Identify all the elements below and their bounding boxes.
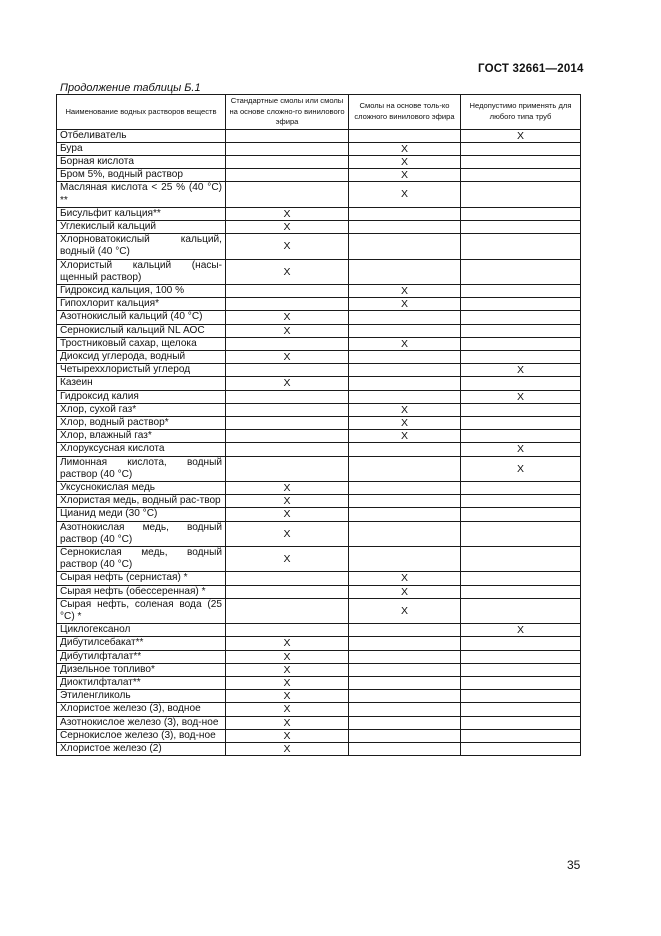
standard-resin-mark-cell bbox=[226, 456, 349, 481]
not-permitted-mark-cell bbox=[461, 585, 581, 598]
not-permitted-mark-cell bbox=[461, 703, 581, 716]
substance-name-cell: Отбеливатель bbox=[57, 129, 226, 142]
standard-resin-mark-cell bbox=[226, 572, 349, 585]
substance-name-cell: Бура bbox=[57, 142, 226, 155]
vinyl-ester-mark-cell bbox=[349, 663, 461, 676]
standard-resin-mark-cell bbox=[226, 337, 349, 350]
standard-resin-mark-cell: X bbox=[226, 743, 349, 756]
vinyl-ester-mark-cell bbox=[349, 677, 461, 690]
table-row bbox=[57, 403, 581, 416]
not-permitted-mark-cell: X bbox=[461, 456, 581, 481]
vinyl-ester-mark-cell bbox=[349, 234, 461, 259]
substance-name-cell: Уксуснокислая медь bbox=[57, 481, 226, 494]
table-row bbox=[57, 508, 581, 521]
vinyl-ester-mark-cell bbox=[349, 495, 461, 508]
not-permitted-mark-cell bbox=[461, 416, 581, 429]
vinyl-ester-mark-cell bbox=[349, 650, 461, 663]
standard-resin-mark-cell: X bbox=[226, 220, 349, 233]
not-permitted-mark-cell: X bbox=[461, 624, 581, 637]
substance-name-cell: Сернокислый кальций NL АОС bbox=[57, 324, 226, 337]
standard-resin-mark-cell bbox=[226, 585, 349, 598]
vinyl-ester-mark-cell: X bbox=[349, 585, 461, 598]
table-row bbox=[57, 663, 581, 676]
table-row bbox=[57, 220, 581, 233]
standard-resin-mark-cell: X bbox=[226, 547, 349, 572]
table-row bbox=[57, 650, 581, 663]
standard-resin-mark-cell bbox=[226, 155, 349, 168]
table-row bbox=[57, 495, 581, 508]
table-row bbox=[57, 690, 581, 703]
not-permitted-mark-cell: X bbox=[461, 443, 581, 456]
substance-name-cell: Хлористое железо (3), водное bbox=[57, 703, 226, 716]
table-row bbox=[57, 284, 581, 297]
substance-name-cell: Дизельное топливо* bbox=[57, 663, 226, 676]
substance-name-cell: Тростниковый сахар, щелока bbox=[57, 337, 226, 350]
not-permitted-mark-cell bbox=[461, 377, 581, 390]
standard-resin-mark-cell bbox=[226, 129, 349, 142]
standard-number: ГОСТ 32661—2014 bbox=[478, 63, 584, 75]
table-header-row bbox=[57, 95, 581, 130]
not-permitted-mark-cell bbox=[461, 521, 581, 546]
vinyl-ester-mark-cell bbox=[349, 364, 461, 377]
table-row bbox=[57, 677, 581, 690]
substance-name-cell: Хлор, влажный газ* bbox=[57, 430, 226, 443]
table-row bbox=[57, 324, 581, 337]
standard-resin-mark-cell: X bbox=[226, 311, 349, 324]
vinyl-ester-mark-cell: X bbox=[349, 298, 461, 311]
standard-resin-mark-cell bbox=[226, 430, 349, 443]
standard-resin-mark-cell: X bbox=[226, 703, 349, 716]
substance-name-cell: Азотнокислое железо (3), вод-ное bbox=[57, 716, 226, 729]
standard-resin-mark-cell: X bbox=[226, 650, 349, 663]
table-row bbox=[57, 598, 581, 623]
table-row bbox=[57, 142, 581, 155]
substance-name-cell: Циклогексанол bbox=[57, 624, 226, 637]
not-permitted-mark-cell bbox=[461, 350, 581, 363]
table-row bbox=[57, 547, 581, 572]
vinyl-ester-mark-cell bbox=[349, 129, 461, 142]
substance-name-cell: Этиленгликоль bbox=[57, 690, 226, 703]
table-row bbox=[57, 364, 581, 377]
substance-name-cell: Азотнокислая медь, водный раствор (40 °С) bbox=[57, 521, 226, 546]
not-permitted-mark-cell: X bbox=[461, 364, 581, 377]
vinyl-ester-mark-cell bbox=[349, 624, 461, 637]
substance-name-cell: Хлористый кальций (насы-щенный раствор) bbox=[57, 259, 226, 284]
table-body bbox=[57, 129, 581, 756]
table-row bbox=[57, 234, 581, 259]
vinyl-ester-mark-cell: X bbox=[349, 337, 461, 350]
standard-resin-mark-cell bbox=[226, 142, 349, 155]
standard-resin-mark-cell bbox=[226, 364, 349, 377]
vinyl-ester-mark-cell bbox=[349, 220, 461, 233]
page-number: 35 bbox=[567, 858, 581, 872]
vinyl-ester-mark-cell: X bbox=[349, 403, 461, 416]
standard-resin-mark-cell bbox=[226, 390, 349, 403]
substance-name-cell: Борная кислота bbox=[57, 155, 226, 168]
standard-resin-mark-cell: X bbox=[226, 729, 349, 742]
vinyl-ester-mark-cell bbox=[349, 443, 461, 456]
vinyl-ester-mark-cell bbox=[349, 690, 461, 703]
not-permitted-mark-cell bbox=[461, 743, 581, 756]
substance-name-cell: Дибутилсебакат** bbox=[57, 637, 226, 650]
vinyl-ester-mark-cell: X bbox=[349, 416, 461, 429]
not-permitted-mark-cell bbox=[461, 677, 581, 690]
not-permitted-mark-cell bbox=[461, 324, 581, 337]
substance-name-cell: Хлорноватокислый кальций, водный (40 °С) bbox=[57, 234, 226, 259]
table-row bbox=[57, 182, 581, 207]
standard-resin-mark-cell: X bbox=[226, 481, 349, 494]
substance-name-cell: Цианид меди (30 °С) bbox=[57, 508, 226, 521]
table-row bbox=[57, 377, 581, 390]
substance-name-cell: Углекислый кальций bbox=[57, 220, 226, 233]
standard-resin-mark-cell: X bbox=[226, 677, 349, 690]
not-permitted-mark-cell bbox=[461, 259, 581, 284]
not-permitted-mark-cell bbox=[461, 337, 581, 350]
not-permitted-mark-cell bbox=[461, 663, 581, 676]
vinyl-ester-mark-cell: X bbox=[349, 155, 461, 168]
table-row bbox=[57, 416, 581, 429]
not-permitted-mark-cell bbox=[461, 481, 581, 494]
substance-name-cell: Сырая нефть, соленая вода (25 °С) * bbox=[57, 598, 226, 623]
substance-name-cell: Азотнокислый кальций (40 °С) bbox=[57, 311, 226, 324]
standard-resin-mark-cell: X bbox=[226, 521, 349, 546]
not-permitted-mark-cell bbox=[461, 508, 581, 521]
table-row bbox=[57, 207, 581, 220]
not-permitted-mark-cell bbox=[461, 690, 581, 703]
standard-resin-mark-cell: X bbox=[226, 495, 349, 508]
not-permitted-mark-cell bbox=[461, 729, 581, 742]
not-permitted-mark-cell bbox=[461, 298, 581, 311]
substance-name-cell: Гипохлорит кальция* bbox=[57, 298, 226, 311]
standard-resin-mark-cell bbox=[226, 169, 349, 182]
not-permitted-mark-cell: X bbox=[461, 129, 581, 142]
vinyl-ester-mark-cell: X bbox=[349, 430, 461, 443]
not-permitted-mark-cell bbox=[461, 572, 581, 585]
substance-name-cell: Сернокислая медь, водный раствор (40 °С) bbox=[57, 547, 226, 572]
standard-resin-mark-cell bbox=[226, 624, 349, 637]
table-row bbox=[57, 456, 581, 481]
column-header-vinyl-ester-resins: Смолы на основе толь-ко сложного винилового эфира bbox=[349, 95, 461, 130]
table-row bbox=[57, 521, 581, 546]
not-permitted-mark-cell bbox=[461, 311, 581, 324]
not-permitted-mark-cell bbox=[461, 430, 581, 443]
substance-name-cell: Гидроксид калия bbox=[57, 390, 226, 403]
vinyl-ester-mark-cell: X bbox=[349, 169, 461, 182]
column-header-standard-resins: Стандартные смолы или смолы на основе сложно-го винилового эфира bbox=[226, 95, 349, 130]
not-permitted-mark-cell bbox=[461, 169, 581, 182]
vinyl-ester-mark-cell bbox=[349, 350, 461, 363]
standard-resin-mark-cell: X bbox=[226, 508, 349, 521]
vinyl-ester-mark-cell bbox=[349, 716, 461, 729]
standard-resin-mark-cell bbox=[226, 416, 349, 429]
standard-resin-mark-cell: X bbox=[226, 324, 349, 337]
not-permitted-mark-cell bbox=[461, 716, 581, 729]
table-row bbox=[57, 311, 581, 324]
table-row bbox=[57, 481, 581, 494]
vinyl-ester-mark-cell: X bbox=[349, 182, 461, 207]
table-row bbox=[57, 169, 581, 182]
standard-resin-mark-cell: X bbox=[226, 716, 349, 729]
substance-name-cell: Хлоруксусная кислота bbox=[57, 443, 226, 456]
vinyl-ester-mark-cell bbox=[349, 637, 461, 650]
table-row bbox=[57, 703, 581, 716]
substance-name-cell: Хлористое железо (2) bbox=[57, 743, 226, 756]
standard-resin-mark-cell: X bbox=[226, 350, 349, 363]
table-row bbox=[57, 259, 581, 284]
vinyl-ester-mark-cell: X bbox=[349, 598, 461, 623]
not-permitted-mark-cell bbox=[461, 547, 581, 572]
substance-name-cell: Бисульфит кальция** bbox=[57, 207, 226, 220]
table-row bbox=[57, 637, 581, 650]
not-permitted-mark-cell bbox=[461, 403, 581, 416]
not-permitted-mark-cell bbox=[461, 284, 581, 297]
chemical-resistance-table bbox=[56, 94, 581, 756]
vinyl-ester-mark-cell bbox=[349, 324, 461, 337]
substance-name-cell: Хлористая медь, водный рас-твор bbox=[57, 495, 226, 508]
standard-resin-mark-cell bbox=[226, 182, 349, 207]
substance-name-cell: Гидроксид кальция, 100 % bbox=[57, 284, 226, 297]
standard-resin-mark-cell: X bbox=[226, 259, 349, 284]
not-permitted-mark-cell bbox=[461, 155, 581, 168]
vinyl-ester-mark-cell bbox=[349, 729, 461, 742]
table-row bbox=[57, 624, 581, 637]
standard-resin-mark-cell: X bbox=[226, 637, 349, 650]
table-caption: Продолжение таблицы Б.1 bbox=[60, 82, 201, 94]
not-permitted-mark-cell bbox=[461, 650, 581, 663]
not-permitted-mark-cell bbox=[461, 637, 581, 650]
vinyl-ester-mark-cell bbox=[349, 743, 461, 756]
standard-resin-mark-cell bbox=[226, 443, 349, 456]
table-row bbox=[57, 298, 581, 311]
table-row bbox=[57, 443, 581, 456]
substance-name-cell: Хлор, сухой газ* bbox=[57, 403, 226, 416]
table-row bbox=[57, 390, 581, 403]
vinyl-ester-mark-cell bbox=[349, 259, 461, 284]
standard-resin-mark-cell: X bbox=[226, 377, 349, 390]
vinyl-ester-mark-cell bbox=[349, 311, 461, 324]
table-row bbox=[57, 743, 581, 756]
vinyl-ester-mark-cell bbox=[349, 481, 461, 494]
not-permitted-mark-cell bbox=[461, 495, 581, 508]
not-permitted-mark-cell bbox=[461, 182, 581, 207]
substance-name-cell: Четыреххлористый углерод bbox=[57, 364, 226, 377]
not-permitted-mark-cell bbox=[461, 220, 581, 233]
vinyl-ester-mark-cell bbox=[349, 377, 461, 390]
substance-name-cell: Хлор, водный раствор* bbox=[57, 416, 226, 429]
substance-name-cell: Сернокислое железо (3), вод-ное bbox=[57, 729, 226, 742]
substance-name-cell: Лимонная кислота, водный раствор (40 °С) bbox=[57, 456, 226, 481]
vinyl-ester-mark-cell bbox=[349, 521, 461, 546]
table-row bbox=[57, 572, 581, 585]
not-permitted-mark-cell bbox=[461, 207, 581, 220]
standard-resin-mark-cell: X bbox=[226, 234, 349, 259]
substance-name-cell: Диоктилфталат** bbox=[57, 677, 226, 690]
table-row bbox=[57, 350, 581, 363]
standard-resin-mark-cell bbox=[226, 403, 349, 416]
vinyl-ester-mark-cell bbox=[349, 456, 461, 481]
vinyl-ester-mark-cell bbox=[349, 207, 461, 220]
vinyl-ester-mark-cell bbox=[349, 390, 461, 403]
standard-resin-mark-cell bbox=[226, 298, 349, 311]
vinyl-ester-mark-cell: X bbox=[349, 142, 461, 155]
table-row bbox=[57, 155, 581, 168]
table-row bbox=[57, 729, 581, 742]
vinyl-ester-mark-cell: X bbox=[349, 572, 461, 585]
substance-name-cell: Бром 5%, водный раствор bbox=[57, 169, 226, 182]
substance-name-cell: Масляная кислота < 25 % (40 °С) ** bbox=[57, 182, 226, 207]
not-permitted-mark-cell bbox=[461, 598, 581, 623]
table-row bbox=[57, 337, 581, 350]
not-permitted-mark-cell bbox=[461, 234, 581, 259]
vinyl-ester-mark-cell bbox=[349, 703, 461, 716]
vinyl-ester-mark-cell: X bbox=[349, 284, 461, 297]
table-row bbox=[57, 430, 581, 443]
standard-resin-mark-cell bbox=[226, 284, 349, 297]
column-header-substance: Наименование водных растворов веществ bbox=[57, 95, 226, 130]
substance-name-cell: Диоксид углерода, водный bbox=[57, 350, 226, 363]
substance-name-cell: Казеин bbox=[57, 377, 226, 390]
not-permitted-mark-cell bbox=[461, 142, 581, 155]
standard-resin-mark-cell: X bbox=[226, 207, 349, 220]
table-row bbox=[57, 129, 581, 142]
standard-resin-mark-cell: X bbox=[226, 663, 349, 676]
standard-resin-mark-cell: X bbox=[226, 690, 349, 703]
table-row bbox=[57, 585, 581, 598]
not-permitted-mark-cell: X bbox=[461, 390, 581, 403]
substance-name-cell: Сырая нефть (обессеренная) * bbox=[57, 585, 226, 598]
table-row bbox=[57, 716, 581, 729]
vinyl-ester-mark-cell bbox=[349, 547, 461, 572]
substance-name-cell: Дибутилфталат** bbox=[57, 650, 226, 663]
column-header-not-permitted: Недопустимо применять для любого типа труб bbox=[461, 95, 581, 130]
substance-name-cell: Сырая нефть (сернистая) * bbox=[57, 572, 226, 585]
vinyl-ester-mark-cell bbox=[349, 508, 461, 521]
standard-resin-mark-cell bbox=[226, 598, 349, 623]
